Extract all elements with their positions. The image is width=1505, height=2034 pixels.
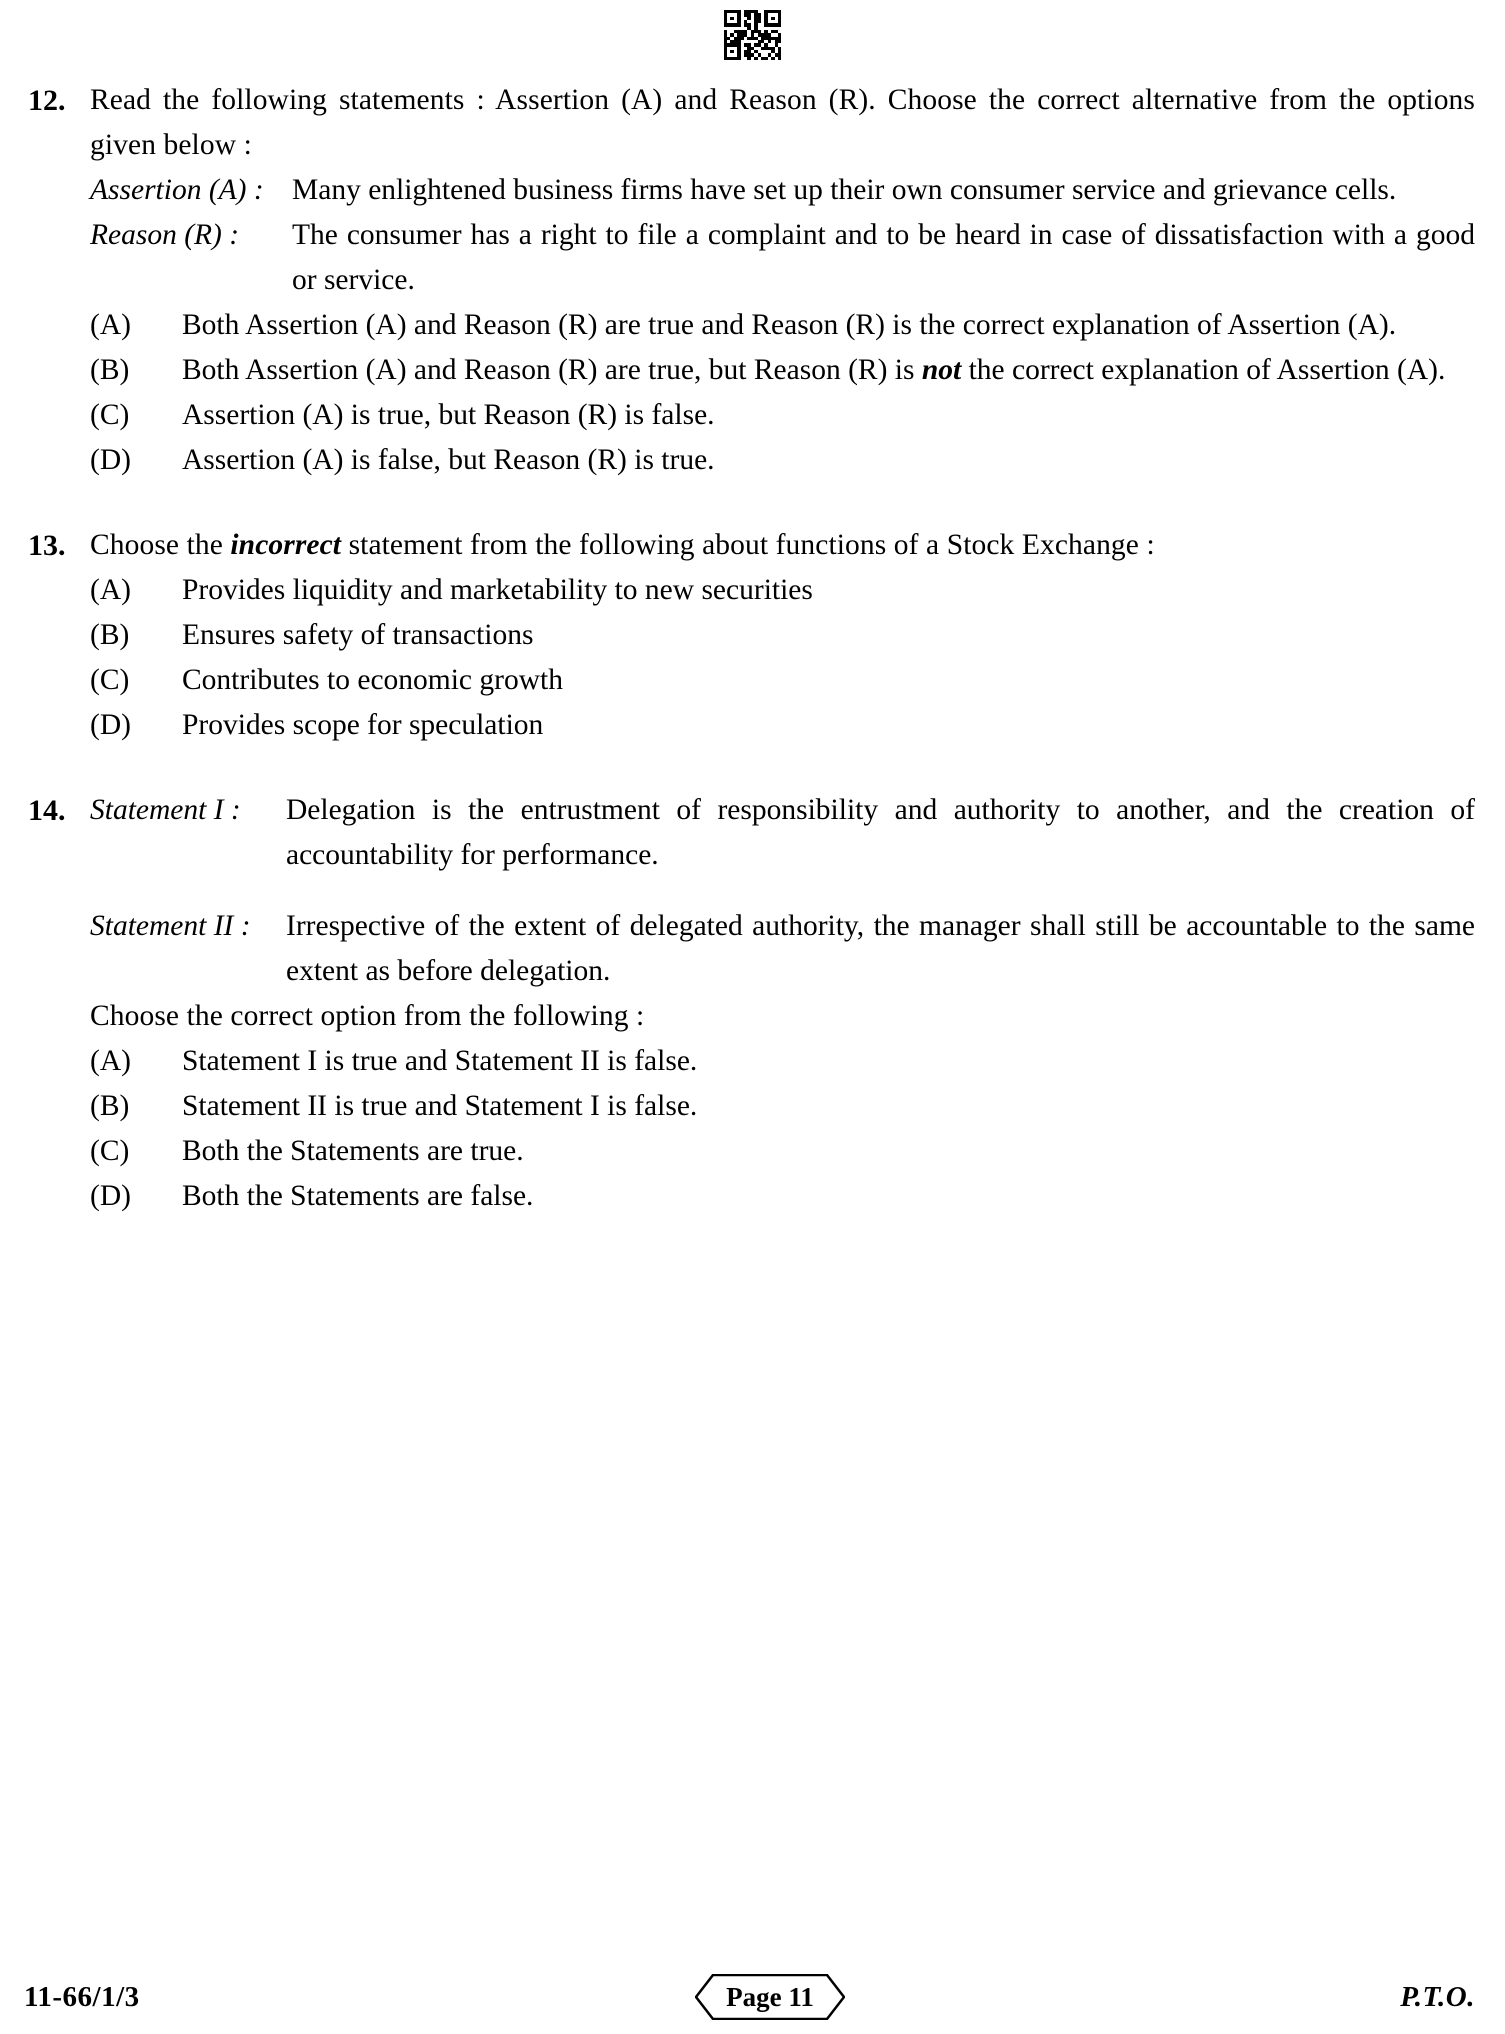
- statement-two-label: Statement II :: [90, 910, 251, 942]
- assertion-row: [90, 168, 1475, 213]
- statement-two-row: [90, 904, 1475, 994]
- option-key: (B): [90, 619, 130, 651]
- option-text: Provides scope for speculation: [182, 709, 544, 741]
- question-stem: Read the following statements : Assertion (A) and Reason (R). Choose the correct alternative from the options given below :: [90, 84, 1475, 161]
- option-row[interactable]: [90, 613, 1475, 658]
- option-text-part: the correct explanation of Assertion (A).: [961, 354, 1446, 386]
- option-text: Statement II is true and Statement I is false.: [182, 1090, 698, 1122]
- statement-two-text: Irrespective of the extent of delegated authority, the manager shall still be accountable to the same extent as before delegation.: [286, 910, 1475, 987]
- option-text: Provides liquidity and marketability to new securities: [182, 574, 813, 606]
- option-key: (A): [90, 309, 131, 341]
- page-content: [0, 78, 1505, 1219]
- option-emphasis: not: [921, 354, 962, 386]
- page-number-container: [140, 1974, 1401, 2020]
- option-text: Both the Statements are false.: [182, 1180, 534, 1212]
- spacer: [24, 483, 1475, 523]
- option-row[interactable]: [90, 703, 1475, 748]
- question-number: 14.: [28, 794, 66, 827]
- option-key: (A): [90, 574, 131, 606]
- reason-label: Reason (R) :: [90, 219, 240, 251]
- option-text-part: Both Assertion (A) and Reason (R) are true, but Reason (R) is: [182, 354, 922, 386]
- assertion-text: Many enlightened business firms have set up their own consumer service and grievance cells.: [292, 174, 1397, 206]
- option-key: (D): [90, 1180, 131, 1212]
- reason-row: [90, 213, 1475, 303]
- question-14: [24, 788, 1475, 1219]
- qr-code-icon: [724, 10, 782, 60]
- statement-one-label: Statement I :: [90, 794, 241, 826]
- statement-one-text: Delegation is the entrustment of responsibility and authority to another, and the creation of accountability for performance.: [286, 794, 1475, 871]
- option-row[interactable]: [90, 303, 1475, 348]
- option-text: Both Assertion (A) and Reason (R) are true and Reason (R) is the correct explanation of Assertion (A).: [182, 309, 1397, 341]
- option-row[interactable]: [90, 1174, 1475, 1219]
- pto-label: P.T.O.: [1400, 1980, 1475, 2013]
- stem-part: Choose the: [90, 529, 231, 561]
- question-stem: [90, 523, 1475, 568]
- assertion-label: Assertion (A) :: [90, 174, 264, 206]
- question-13: [24, 523, 1475, 748]
- option-key: (A): [90, 1045, 131, 1077]
- option-key: (C): [90, 664, 130, 696]
- option-text: Ensures safety of transactions: [182, 619, 534, 651]
- option-row[interactable]: [90, 348, 1475, 393]
- option-text: Assertion (A) is true, but Reason (R) is false.: [182, 399, 715, 431]
- page-number-badge: [695, 1974, 845, 2020]
- option-row[interactable]: [90, 568, 1475, 613]
- page-number-label: Page 11: [726, 1981, 814, 2012]
- spacer: [24, 748, 1475, 788]
- statement-one-row: [90, 788, 1475, 878]
- page-footer: [0, 1968, 1505, 2026]
- option-row[interactable]: [90, 1039, 1475, 1084]
- option-text: Contributes to economic growth: [182, 664, 563, 696]
- option-key: (D): [90, 444, 131, 476]
- reason-text: The consumer has a right to file a complaint and to be heard in case of dissatisfaction with a good or service.: [292, 219, 1475, 296]
- option-text: Statement I is true and Statement II is false.: [182, 1045, 698, 1077]
- option-key: (C): [90, 1135, 130, 1167]
- paper-code: 11-66/1/3: [24, 1980, 140, 2013]
- qr-code-container: [0, 10, 1505, 60]
- option-row[interactable]: [90, 393, 1475, 438]
- spacer: [90, 878, 1475, 904]
- option-key: (B): [90, 354, 130, 386]
- question-number: 12.: [28, 84, 66, 117]
- question-lead-in: Choose the correct option from the following :: [90, 1000, 645, 1032]
- option-row[interactable]: [90, 1129, 1475, 1174]
- stem-emphasis: incorrect: [230, 529, 342, 561]
- option-key: (C): [90, 399, 130, 431]
- option-key: (D): [90, 709, 131, 741]
- stem-part: statement from the following about functions of a Stock Exchange :: [341, 529, 1155, 561]
- option-text: [182, 348, 1475, 393]
- option-text: Assertion (A) is false, but Reason (R) is true.: [182, 444, 715, 476]
- option-row[interactable]: [90, 438, 1475, 483]
- option-key: (B): [90, 1090, 130, 1122]
- option-row[interactable]: [90, 658, 1475, 703]
- option-text: Both the Statements are true.: [182, 1135, 524, 1167]
- question-number: 13.: [28, 529, 66, 562]
- option-row[interactable]: [90, 1084, 1475, 1129]
- question-12: [24, 78, 1475, 483]
